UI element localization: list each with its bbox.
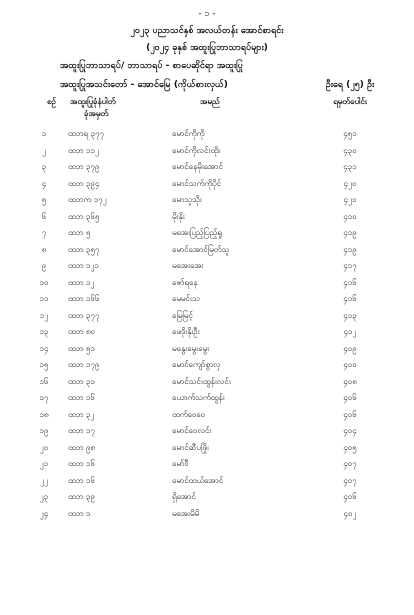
table-row [0,343,414,360]
row-number: ၂၁ [39,459,49,468]
total-score: ၄၁၃ [343,310,357,320]
student-name: ဖေဒိုးနိုးဦး [172,327,200,336]
row-number: ၅ [41,195,47,204]
total-score: ၄၁၀ [343,211,357,221]
row-number: ၁၂ [39,310,49,320]
student-name: မောသူသိုး [172,195,202,204]
row-number: ၁၁ [39,294,49,303]
row-number: ၁၀ [39,277,49,287]
total-score: ၄၅၁ [343,129,357,138]
student-name: မောင်ကိုကို [172,129,205,138]
table-row [0,508,414,525]
row-number: ၇ [41,228,47,237]
table-row [0,475,414,492]
roll-number: ထဘ ၁၇၉ [68,360,100,369]
total-score: ၄၁၉ [343,228,357,237]
page-number: - ၁ - [198,9,216,19]
table-row [0,178,414,195]
row-number: ၉ [41,261,47,270]
student-name: မောင်သက်ကိုပိုင် [172,178,222,188]
roll-number: ထဘ ၃၁ [68,376,95,386]
document-title: ၂၀၂၃ ပညာသင်နှစ် အလယ်တန်း အောင်စာရင်း [130,26,284,36]
table-row [0,376,414,393]
row-number: ၁၇ [39,393,49,402]
row-number: ၈ [41,244,47,254]
center-line: အထူးပြုအသင်းတော် - အောင်မြေ (ကိုယ်စားလှယ်) [60,80,228,90]
table-row [0,277,414,294]
roll-number: ထဘ ၁၂ [68,277,95,287]
total-score: ၄၀၅ [343,442,357,452]
roll-number: ထဘ ၅၁ [68,343,95,353]
document-subtitle: (၂၀၂၄ ခုနှစ် အထူးပြုဘာသာရပ်များ) [146,43,268,53]
roll-number: ထဘ ၁၂၁ [68,261,99,270]
row-number: ၁၈ [39,409,49,419]
roll-number: ထဘ ၃၉ [68,492,95,501]
total-score: ၄၃၁ [343,162,357,171]
table-row [0,194,414,211]
roll-number: ထဘက ၁၇၂ [68,195,107,204]
total-score: ၄၂၀ [343,178,357,188]
table-row [0,491,414,508]
student-name: မောင်အောင်မြတ်သူ [172,244,230,254]
roll-number: ထဘ ၁၆ [68,459,95,468]
table-row [0,211,414,228]
header-no: စဉ် [47,97,56,106]
total-score: ၄၁၉ [343,244,357,254]
total-score: ၄၃၀ [343,145,357,155]
row-number: ၃ [41,162,47,171]
roll-number: ထဘ ၁၆ [68,475,95,485]
total-score: ၄၀၇ [343,459,357,468]
student-name: မောင်ကိုလင်းထိုး [172,145,221,155]
total-score: ၄၁၆ [343,277,357,287]
roll-number: ထဘရ ၃၇၇ [68,129,105,138]
header-score: ရမှတ်ပေါင်း [333,97,367,106]
student-name: မနွေးမွေးမွေး [172,343,210,353]
header-roll: အထူးပြုခုံနံပါတ် [70,97,116,106]
row-number: ၁၃ [39,327,49,336]
row-number: ၁ [41,129,47,138]
total-score: ၄၀၀ [343,360,357,369]
quota-label: ဦးရေ (၂၅) ဦး [325,80,375,90]
row-number: ၁၉ [39,426,49,435]
roll-number: ထဘ ၈၀ [68,327,96,336]
row-number: ၄ [41,178,47,188]
roll-number: ထဘ ၃၇၉ [68,162,100,171]
student-name: မောင်ကျော်စွာလှ [172,360,221,369]
table-row [0,293,414,310]
header-roll-sub: ခုံအမှတ် [84,109,109,118]
table-row [0,227,414,244]
roll-number: ထဘ ၃၅၇ [68,244,100,254]
roll-number: ထဘ ၁၇ [68,426,95,435]
header-name: အမည် [200,97,220,106]
roll-number: ထဘ ၉၈ [68,442,96,452]
total-score: ၄၀၄ [343,426,357,435]
row-number: ၁၆ [39,376,49,386]
roll-number: ထဘ ၃၆၅ [68,211,100,221]
student-name: ရှိအောင် [172,492,196,501]
total-score: ၄၀၆ [343,393,357,402]
table-row [0,260,414,277]
roll-number: ထဘ ၁၆၆ [68,294,100,303]
total-score: ၄၁၇ [343,261,357,270]
row-number: ၂၂ [40,475,48,485]
student-name: မအေးပြည့်ပြည့်ရှု [172,228,222,237]
row-number: ၂၀ [39,442,49,452]
roll-number: ထဘ ၃၂ [68,409,95,419]
row-number: ၂၄ [39,508,49,518]
table-row [0,409,414,426]
row-number: ၆ [41,211,47,221]
subject-line: အထူးပြုဘာသာရပ်/ ဘာသာရပ် - စာပေဆိုင်ရာ အထူးပြု [60,61,243,71]
results-table [0,128,414,524]
student-name: မြေမြင့် [172,310,193,320]
total-score: ၄၀၈ [343,376,357,386]
student-name: မအေးအေး [172,261,204,270]
total-score: ၄၀၉ [343,343,357,353]
row-number: ၁၄ [39,343,49,353]
student-name: မောင်ဝေလင်း [172,426,212,435]
total-score: ၄၀၂ [343,508,357,518]
student-name: မောင်ဆီပဖြိုး [172,442,209,452]
total-score: ၄၁၂ [343,327,357,336]
student-name: မော်ဝီ [172,459,189,468]
table-row [0,145,414,162]
roll-number: ထဘ ၁ [68,508,91,518]
table-row [0,244,414,261]
table-row [0,359,414,376]
row-number: ၂၃ [39,492,49,501]
total-score: ၄၀၆ [343,492,357,501]
student-name: မောင်နေမိုးအောင် [172,162,223,171]
student-name: မိုးနိုး [172,211,185,221]
total-score: ၄၀၇ [343,475,357,485]
table-row [0,458,414,475]
table-row [0,310,414,327]
roll-number: ထဘ ၃၉၄ [68,178,100,188]
total-score: ၄၀၆ [343,409,357,419]
student-name: ထက်ဝေဝေ [172,409,206,419]
student-name: မောင်ထယ်အောင် [172,475,224,485]
roll-number: ထဘ ၁၁၂ [68,145,99,155]
roll-number: ထဘ ၅ [68,228,91,237]
total-score: ၄၁၆ [343,294,357,303]
total-score: ၄၂၁ [343,195,357,204]
table-row [0,392,414,409]
student-name: ယောက်သက်ထွန်း [172,393,225,402]
student-name: မောင်သင်းထွန်းလင်း [172,376,231,386]
table-row [0,161,414,178]
table-row [0,442,414,459]
roll-number: ထဘ ၁၆ [68,393,95,402]
roll-number: ထဘ ၃၇၇ [68,310,100,320]
student-name: မအေးမိမိ [172,508,200,518]
row-number: ၁၅ [39,360,49,369]
table-row [0,425,414,442]
row-number: ၂ [42,145,46,155]
table-row [0,128,414,145]
student-name: ဇော်ရနေ [172,277,198,287]
table-row [0,326,414,343]
student-name: မေမင်းသ [172,294,200,303]
